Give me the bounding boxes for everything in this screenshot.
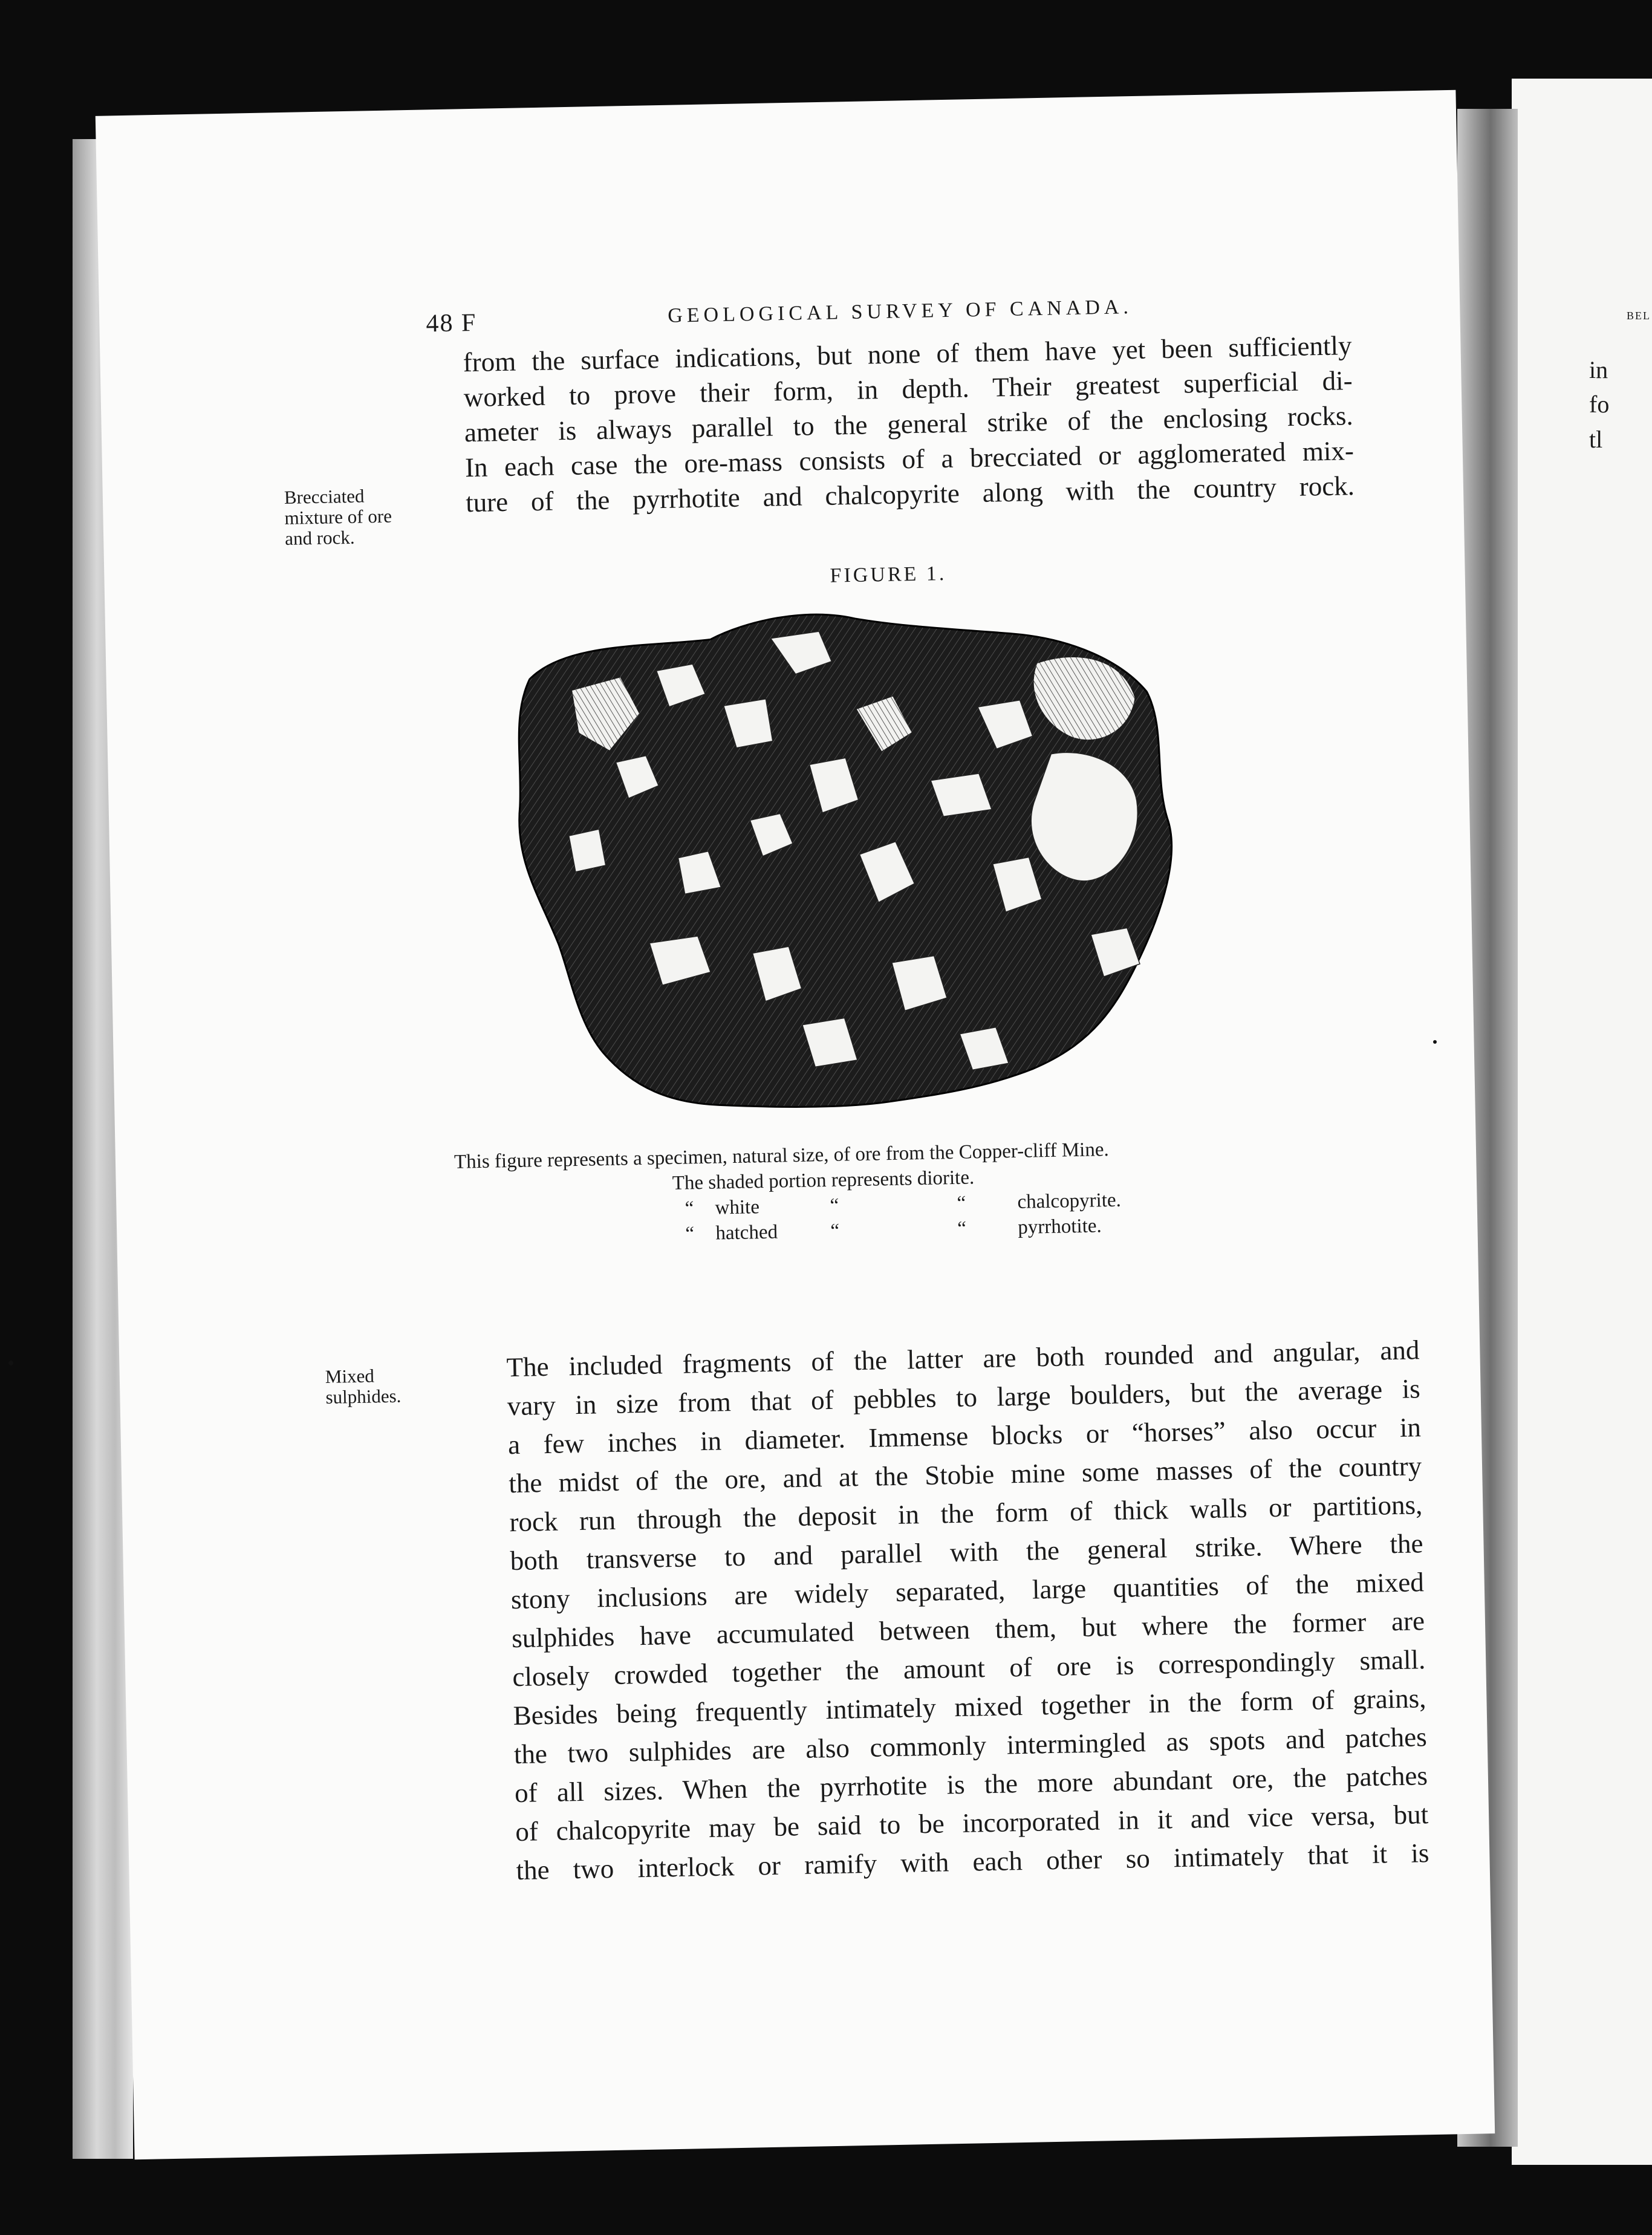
margin-note-brecciated bbox=[284, 486, 392, 549]
text-line: ameter is always parallel to the general strike of the enclosing rocks. bbox=[464, 400, 1354, 448]
text-line: worked to prove their form, in depth. Their greatest superficial di- bbox=[463, 365, 1353, 413]
next-page-head: BEL bbox=[1627, 310, 1651, 322]
figure-caption: FIGURE 1. bbox=[830, 562, 947, 587]
top-paragraph bbox=[463, 328, 1354, 520]
margin-note-line: mixture of ore bbox=[284, 505, 392, 529]
text-line: stony inclusions are widely separated, large quantities of the mixed bbox=[510, 1567, 1425, 1615]
page-number: 48 F bbox=[426, 308, 477, 338]
legend-line: This figure represents a specimen, natural size, of ore from the Copper-cliff Mine. bbox=[454, 1139, 1109, 1173]
text-line: The included fragments of the latter are both rounded and angular, and bbox=[506, 1335, 1420, 1383]
margin-note-line: Mixed bbox=[325, 1365, 375, 1387]
ditto-mark: “ bbox=[957, 1217, 967, 1240]
text-line: ture of the pyrrhotite and chalcopyrite along with the country rock. bbox=[465, 470, 1355, 518]
margin-note-mixed-sulphides bbox=[325, 1365, 402, 1408]
text-line: of all sizes. When the pyrrhotite is the more abundant ore, the patches bbox=[514, 1760, 1428, 1809]
book-page bbox=[96, 90, 1495, 2160]
next-page-line: tl bbox=[1589, 426, 1603, 453]
ditto-mark: “ bbox=[830, 1220, 840, 1242]
figure-legend bbox=[454, 1133, 1302, 1251]
margin-note-line: Brecciated bbox=[284, 485, 365, 509]
ditto-mark: “ bbox=[957, 1192, 966, 1214]
text-line: both transverse to and parallel with the general strike. Where the bbox=[510, 1528, 1423, 1576]
text-line: from the surface indications, but none of them have yet been sufficiently bbox=[463, 330, 1352, 378]
legend-mineral: pyrrhotite. bbox=[1017, 1215, 1102, 1238]
legend-label: white bbox=[715, 1196, 760, 1219]
legend-line: The shaded portion represents diorite. bbox=[672, 1166, 975, 1194]
text-line: vary in size from that of pebbles to large boulders, but the average is bbox=[507, 1373, 1421, 1422]
next-page-line: fo bbox=[1589, 391, 1610, 418]
legend-mineral: chalcopyrite. bbox=[1017, 1189, 1122, 1213]
text-line: the two interlock or ramify with each other so intimately that it is bbox=[516, 1838, 1429, 1886]
bottom-paragraph bbox=[506, 1330, 1429, 1890]
running-head: GEOLOGICAL SURVEY OF CANADA. bbox=[667, 296, 1133, 327]
margin-note-line: and rock. bbox=[284, 526, 355, 550]
text-line: the midst of the ore, and at the Stobie mine some masses of the country bbox=[508, 1451, 1422, 1499]
ditto-mark: “ bbox=[685, 1197, 694, 1220]
text-line: In each case the ore-mass consists of a brecciated or agglomerated mix- bbox=[464, 435, 1354, 483]
text-line: of chalcopyrite may be said to be incorporated in it and vice versa, but bbox=[515, 1799, 1429, 1847]
text-line: rock run through the deposit in the form of thick walls or partitions, bbox=[509, 1489, 1423, 1538]
scan-speck bbox=[1433, 1040, 1437, 1044]
ore-specimen-illustration bbox=[492, 593, 1288, 1152]
ditto-mark: “ bbox=[685, 1223, 695, 1245]
next-page-line: in bbox=[1589, 356, 1608, 383]
ditto-mark: “ bbox=[830, 1194, 839, 1217]
text-line: sulphides have accumulated between them, but where the former are bbox=[511, 1605, 1425, 1654]
text-line: a few inches in diameter. Immense blocks or “horses” also occur in bbox=[507, 1412, 1422, 1460]
legend-label: hatched bbox=[715, 1221, 778, 1244]
scan-speck bbox=[8, 1361, 13, 1365]
text-line: Besides being frequently intimately mixed together in the form of grains, bbox=[513, 1683, 1426, 1731]
text-line: closely crowded together the amount of ore is correspondingly small. bbox=[512, 1644, 1426, 1693]
margin-note-line: sulphides. bbox=[325, 1385, 402, 1408]
next-page bbox=[1512, 79, 1652, 2165]
text-line: the two sulphides are also commonly intermingled as spots and patches bbox=[513, 1722, 1428, 1770]
